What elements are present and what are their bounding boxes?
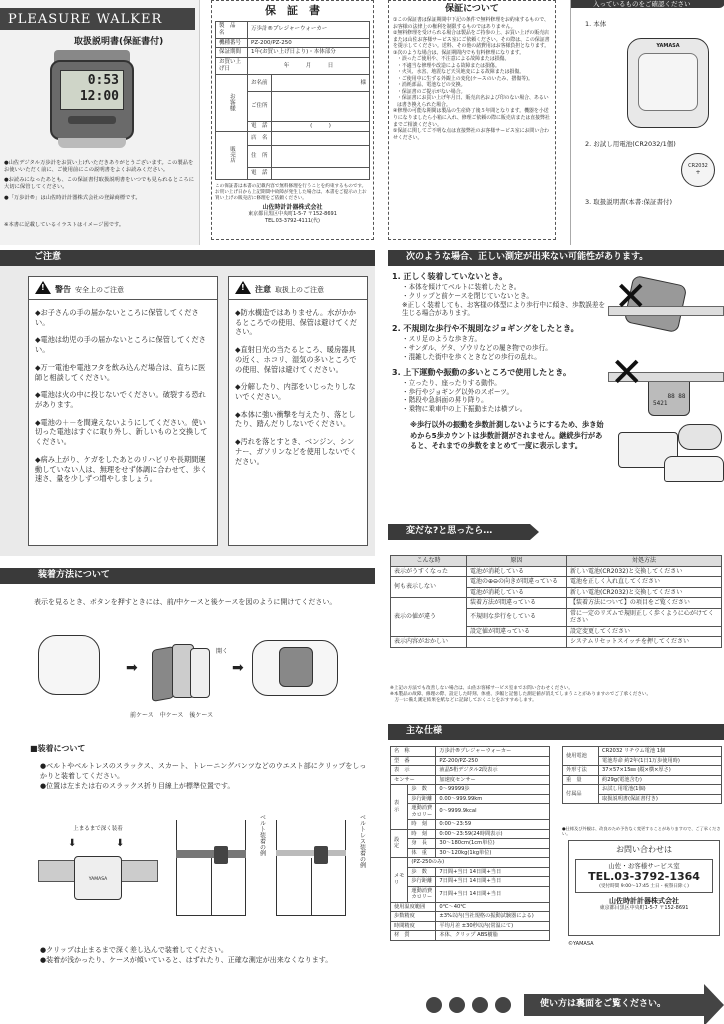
warranty-value: 1年(お買い上げ日より)・本体部分 <box>248 48 370 58</box>
warning-subtitle: 安全上のご注意 <box>75 286 124 294</box>
cover-note-2: ●お読みになったあとも、この保証書付取扱説明書をいつでも見られるところに大切に保管してください。 <box>4 177 195 191</box>
spec-label: メモリ <box>391 858 408 903</box>
customer-name-field[interactable] <box>272 75 370 92</box>
warning-item: ◆電池の＋－を間違えないようにしてください。使い切った電池はすぐに取り外し、新しいものと交換してください。 <box>35 417 208 447</box>
clip-diagram <box>38 826 158 908</box>
trouble-fix: 電池を正しく入れ直してください <box>567 577 722 588</box>
cautions-header <box>0 250 375 266</box>
caution-title: 注意 <box>255 285 271 294</box>
mounting-title: 装着方法について <box>38 570 110 580</box>
spec-value: 7日間+当日 14日間+当日 <box>436 877 550 887</box>
incorrect-item: ・クリップと前ケースを閉じていないとき。 <box>402 291 534 300</box>
trouble-fix: 設定変更してください <box>567 626 722 637</box>
warning-item: ◆万一電池や電池フタを飲み込んだ場合は、直ちに医師と相談してください。 <box>35 362 206 382</box>
mounting-item: ●位置は左または右のスラックス折り目線上が標準位置です。 <box>40 781 235 790</box>
incorrect-group-title: 1. 正しく装着していないとき。 <box>392 272 508 281</box>
customer-field-label: 電 話 <box>248 122 272 132</box>
spec-label: 歩数精度 <box>391 912 436 922</box>
terms-item: ①この保証書は保証期間中下記の条件で無料修理をお約束するもので、お客様の法律上の権利を制限するものではありません。 <box>393 17 549 30</box>
spec-sub: 時 刻 <box>408 820 436 830</box>
customer-field-label: お名前 <box>248 75 272 92</box>
spec-label: 型 番 <box>391 756 436 766</box>
warranty-label: お買い上げ日 <box>216 58 248 75</box>
incorrect-item: ・サンダル、ゲタ、ゾウリなどの履き物での歩行。 <box>402 344 552 353</box>
spec-value: 0〜9999.9kcal <box>436 804 550 820</box>
terms-item: ・不適当な修理や改造による故障または損傷。 <box>397 62 500 69</box>
caution-title-row <box>229 277 367 300</box>
spec-label: 時間精度 <box>391 921 436 931</box>
warranty-company: 山佐時計計器株式会社 <box>262 203 323 211</box>
warranty-terms-title: 保証について <box>445 4 499 14</box>
device-illustration <box>627 38 709 128</box>
decoration-dot-icon <box>472 997 488 1013</box>
spec-sub: 歩行距離 <box>408 794 436 804</box>
trouble-cause: 設定値が間違っている <box>467 626 567 637</box>
warranty-footnote: この保証書は本書の記載内容で無料修理を行うことを約束するものです。お買い上げ日から上記期間中故障が発生した場合は、本書をご提示の上お買い上げの販売店に修理をご依頼ください。 <box>215 184 367 201</box>
warranty-label: 保証期間 <box>216 48 248 58</box>
open-step-3-illustration <box>252 640 338 696</box>
customer-phone-field[interactable] <box>272 122 370 132</box>
trouble-fix: 新しい電池(CR2032)と交換してください <box>567 566 722 577</box>
caution-item: ◆分解したり、内部をいじったりしないでください。 <box>235 382 356 402</box>
specs-table-left <box>390 746 550 941</box>
trouble-symptom: 表示がうすくなった <box>391 566 467 577</box>
customer-field-label: ご住所 <box>248 92 272 122</box>
store-field-label: 店 名 <box>248 132 272 146</box>
contents-item-2: 2. お試し用電池(CR2032/1個) <box>585 140 676 148</box>
beltless-label: ベルトレス装着の例 <box>358 814 366 868</box>
cautions-title: ご注意 <box>34 252 62 262</box>
store-address-field[interactable] <box>272 146 370 168</box>
table-row <box>391 598 722 609</box>
trouble-fix: 【装着方法について】の項目をご覧ください <box>567 598 722 609</box>
terms-item: ④修理の可能な期間は製品の生産終了後５年間となります。機器を小送りになりましたら小箱に入れ、修理ご依頼の際に販売店または直接弊社までご相談ください。 <box>393 108 550 128</box>
incorrect-group-title: 2. 不規則な歩行や不規則なジョギングをしたとき。 <box>392 324 579 334</box>
spec-label: 設 定 <box>391 829 408 858</box>
warranty-terms <box>388 0 556 240</box>
terms-item: ②無料修理を受けられる場合は製品をご持参の上、お買い上げの販売店または山佐お客様サービス室にご依頼ください。その際は、この保証書を提示してください。送料、その他の諸費用はお客様負担となります。 <box>393 30 550 50</box>
customer-group-label <box>216 75 248 132</box>
contents-title-bar <box>571 0 724 8</box>
incorrect-item: ・混雑した街中を歩くときなどの歩行の乱れ。 <box>402 352 541 361</box>
cover-subtitle: 取扱説明書(保証書付) <box>74 37 164 47</box>
spec-sub: 運動消費カロリー <box>408 804 436 820</box>
pedometer-image <box>50 50 134 148</box>
spec-value: 0:00〜23:59 <box>436 820 550 830</box>
terms-item: ・火災、水害、地震など天災地変による故障または損傷。 <box>397 69 525 76</box>
spec-value: 0:00〜23:59(24時間表示) <box>436 829 550 839</box>
incorrect-title: 次のような場合、正しい測定が出来ない可能性があります。 <box>406 252 649 262</box>
contents-title: 入っているものをご確認ください <box>593 0 691 8</box>
brand-name: PLEASURE WALKER <box>8 12 163 27</box>
cross-mark-icon: ✕ <box>614 274 648 320</box>
spec-value: 7日間+当日 14日間+当日 <box>436 867 550 877</box>
specs-header <box>388 724 724 740</box>
cross-mark-icon: ✕ <box>610 350 644 396</box>
belt-label: ベルト装着の例 <box>258 814 266 856</box>
caution-item: ◆本体に強い衝撃を与えたり、落としたり、踏んだりしないでください。 <box>235 409 356 429</box>
contact-phone: TEL.03-3792-1364 <box>588 870 700 884</box>
spec-sub: 歩 数 <box>408 785 436 795</box>
incorrect-item: ・立ったり、座ったりする動作。 <box>402 378 501 387</box>
contents-item-1: 1. 本体 <box>585 20 607 28</box>
device-screen <box>60 70 124 110</box>
caution-icon <box>235 281 251 294</box>
open-step-2-illustration <box>152 640 210 702</box>
mounting-items <box>40 762 370 791</box>
warning-item: ◆お子さんの手の届かないところに保管してください。 <box>35 308 199 327</box>
trouble-cause: 不規則な歩行をしている <box>467 608 567 626</box>
belt-example-illustration <box>170 820 252 916</box>
trouble-cause <box>467 637 567 648</box>
trouble-badge-text: 変だな?と思ったら… <box>406 526 493 536</box>
spec-sub: 身 長 <box>408 839 436 849</box>
warranty-title: 保 証 書 <box>265 4 320 17</box>
trouble-header: 原因 <box>467 556 567 567</box>
warranty-terms-list <box>393 17 551 141</box>
spec-label: 表 示 <box>391 785 408 830</box>
warning-item: ◆病み上がり、ケガをしたあとのリハビリや長期間運動していない人は、無理をせず体調に合わせて、歩く速さ、量を少しずつ増やしましょう。 <box>35 454 208 484</box>
contents-panel <box>570 0 724 245</box>
store-phone-field[interactable] <box>272 168 370 180</box>
warranty-tel: TEL.03-3792-4111(代) <box>265 217 320 224</box>
terms-item: ⑤保証に関してご不明な点は直接弊社のお客様サービス室にお問い合わせください。 <box>393 128 549 141</box>
spec-change-note: ●仕様及び外観は、改良のため予告なく変更することがありますので、ご了承ください。 <box>562 826 721 837</box>
decoration-dot-icon <box>449 997 465 1013</box>
footer-dots <box>426 997 518 1016</box>
contact-hours: (受付時間 9:00〜17:45 土日・祝祭日除く) <box>599 883 689 889</box>
contact-company: 山佐時計計器株式会社 <box>609 896 679 905</box>
caution-item: ◆汚れを落とすとき、ベンジン、シンナー、ガソリンなどを使用しないでください。 <box>235 437 357 466</box>
warning-icon <box>35 281 51 294</box>
clip-device-illustration <box>74 856 122 900</box>
incorrect-note: ※歩行以外の振動を歩数計測しないようにするため、歩き始めから5歩カウントは歩数計測がされません。継続歩行があると、それまでの歩数をまとめて一度に表示します。 <box>410 420 604 451</box>
trouble-header: こんな時 <box>391 556 467 567</box>
warranty-label: 機種番号 <box>216 38 248 48</box>
mounting-header <box>0 568 375 584</box>
next-page-banner <box>524 994 704 1016</box>
incorrect-item: ※正しく装着しても、お客様の体型により歩行中に傾き、歩数誤差を生じる場合があります。 <box>402 300 606 318</box>
customer-group-text: お客様 <box>228 92 236 111</box>
purchase-date-field[interactable]: 年 月 日 <box>248 58 370 75</box>
name-suffix: 様 <box>360 79 366 86</box>
warranty-card <box>211 0 374 240</box>
terms-item: ③次のような場合は、保証期間内でも有料修理になります。 <box>393 49 525 56</box>
incorrect-item: ・乗物に乗車中の上下振動または横ブレ。 <box>402 405 527 414</box>
beltless-example-illustration <box>270 820 352 916</box>
trouble-symptom: 表示内容がおかしい <box>391 637 467 648</box>
incorrect-content <box>392 272 607 452</box>
table-row <box>391 637 722 648</box>
spec-value: 30〜120kg(1kg単位) <box>436 848 550 858</box>
terms-item: ・ご使用中に生ずる外観上の変化(ケースのいたみ、摺傷等)。 <box>397 75 533 82</box>
mounting-subheading: ■装着について <box>30 744 86 753</box>
customer-address-field[interactable] <box>272 92 370 122</box>
mounting-bottom-item: ●クリップは止まるまで深く差し込んで装着してください。 <box>40 946 228 954</box>
contact-title: お問い合わせは <box>616 845 672 854</box>
case-labels: 前ケース 中ケース 後ケース <box>130 712 214 719</box>
arrow-right-icon: ➡ <box>126 660 138 676</box>
spec-sub: (PZ-250のみ) <box>408 858 550 868</box>
spec-value: 本体、クリップ ABS樹脂 <box>436 931 550 941</box>
footer-mark: ©YAMASA <box>568 941 594 947</box>
arrow-down-icon: ⬇ <box>68 838 77 849</box>
store-group-label <box>216 132 248 180</box>
terms-item: ・保証書のご提示がない場合。 <box>397 88 466 95</box>
spec-value: 加速度センサー <box>436 775 550 785</box>
spec-value: 30〜180cm(1cm単位) <box>436 839 550 849</box>
contact-box <box>568 840 720 936</box>
decoration-dot-icon <box>426 997 442 1013</box>
trouble-fix: システムリセットスイッチを押してください <box>567 637 722 648</box>
table-row <box>391 566 722 577</box>
spec-value: 0.00〜999.99km <box>436 794 550 804</box>
spec-label: センサー <box>391 775 436 785</box>
spec-sub: 運動消費カロリー <box>408 886 436 902</box>
incorrect-item: ・本体を傾けてベルトに装着したとき。 <box>402 282 521 291</box>
incorrect-header <box>388 250 724 266</box>
warning-title-row <box>29 277 217 300</box>
trouble-table <box>390 555 722 648</box>
next-page-text: 使い方は裏面をご覧ください。 <box>540 999 667 1009</box>
store-group-text: 販売店 <box>228 145 235 163</box>
spec-label: 表 示 <box>391 766 436 776</box>
warranty-address: 東京都目黒区中央町1-5-7 〒152-8691 <box>248 211 337 218</box>
cover-notes <box>4 160 196 202</box>
mounting-intro: 表示を見るとき、ボタンを押すときには、前/中ケースと後ケースを図のように開けてください。 <box>34 598 337 606</box>
incorrect-illustrations <box>608 272 724 502</box>
store-field-label: 住 所 <box>248 146 272 168</box>
spec-label: 外形寸法 <box>563 766 599 776</box>
trouble-cause: 電池の⊕⊖の向きが間違っている <box>467 577 567 588</box>
warning-item: ◆電池は火の中に投じないでください。破裂する恐れがあります。 <box>35 390 206 410</box>
spec-value: 0℃〜40℃ <box>436 902 550 912</box>
device-line-1: 0:53 <box>87 73 119 88</box>
spec-label: 付属品 <box>563 785 599 804</box>
trouble-cause: 装着方法が間違っている <box>467 598 567 609</box>
cover-panel <box>0 0 200 245</box>
spec-value: 37×57×15㎜ (縦×横×厚さ) <box>599 766 722 776</box>
incorrect-group <box>392 324 607 361</box>
open-label: 開く <box>216 648 229 655</box>
arrow-down-icon: ⬇ <box>116 838 125 849</box>
spec-value: 取扱説明書(保証書付き) <box>599 794 722 804</box>
spec-label: 名 称 <box>391 747 436 757</box>
mounting-bottom-items <box>40 946 370 966</box>
incorrect-item: ・階段や急斜面の昇り降り。 <box>402 396 488 405</box>
cautions-area <box>0 266 375 556</box>
spec-value: 7日間+当日 14日間+当日 <box>436 886 550 902</box>
incorrect-group-title: 3. 上下運動や振動の多いところで使用したとき。 <box>392 367 571 377</box>
incorrect-item: ・歩行やジョギング以外のスポーツ。 <box>402 387 514 396</box>
spec-value: お試し用電池(1個) <box>599 785 722 795</box>
spec-value: PZ-200/PZ-250 <box>436 756 550 766</box>
warning-box <box>28 276 218 546</box>
incorrect-group <box>392 272 607 318</box>
terms-item: ・誤ったご使用や、不注意による故障または損傷。 <box>397 56 510 63</box>
spec-value: 平均月差 ±30秒以内(常温にて) <box>436 921 550 931</box>
spec-sub: 体 重 <box>408 848 436 858</box>
clip-device-logo: YAMASA <box>88 877 108 882</box>
trouble-symptom: 表示の値が違う <box>391 598 467 637</box>
table-row <box>391 577 722 588</box>
caution-item: ◆直射日光の当たるところ、暖房器具の近く、ホコリ、湿気の多いところでの使用、保管は避けてください。 <box>235 345 357 374</box>
caution-item: ◆防水構造ではありません。水がかかるところでの使用、保管は避けてください。 <box>235 308 358 337</box>
store-field-label: 電 話 <box>248 168 272 180</box>
warranty-value: 万歩計®プレジャーウォーカー <box>248 21 370 38</box>
spec-value: 電池寿命 約2年(1日1万歩使用時) <box>599 756 722 766</box>
trouble-footnote: ※上記の方法でも改善しない場合は、山佐お客様サービス室までお問い合わせください。 <box>390 686 574 691</box>
warranty-value: PZ-200/PZ-250 <box>248 38 370 48</box>
decoration-dot-icon <box>495 997 511 1013</box>
warranty-table <box>215 21 370 180</box>
store-name-field[interactable] <box>272 132 370 146</box>
trouble-header: 対処方法 <box>567 556 722 567</box>
mounting-item: ●ベルトやベルトレスのスラックス、スカート、トレーニングパンツなどのウエスト部にクリップをしっかりと装着してください。 <box>40 762 367 780</box>
warning-title: 警告 <box>55 285 71 294</box>
warranty-label: 製 品 名 <box>216 21 248 38</box>
arrow-right-icon: ➡ <box>232 660 244 676</box>
battery-label: CR2032 <box>688 163 708 169</box>
spec-value: 液晶5桁デジタル2段表示 <box>436 766 550 776</box>
brand-banner <box>0 8 195 30</box>
trouble-symptom: 何も表示しない <box>391 577 467 598</box>
trouble-fix: 常に一定のリズムで規則正しく歩くように心がけてください <box>567 608 722 626</box>
phone-parens: ( ) <box>310 123 331 130</box>
spec-value: CR2032 リチウム電池 1個 <box>599 747 722 757</box>
spec-label: 材 質 <box>391 931 436 941</box>
contact-inner <box>575 859 713 893</box>
device-logo: YAMASA <box>656 43 680 49</box>
illustration-note: ※本書に記載しているイラストはイメージ図です。 <box>4 222 125 228</box>
trouble-cause: 電池が消耗している <box>467 566 567 577</box>
car-illustration <box>664 456 724 482</box>
motorcycle-illustration <box>678 424 722 450</box>
battery-illustration <box>681 153 715 187</box>
caution-box <box>228 276 368 546</box>
contact-dept: 山佐・お客様サービス室 <box>608 862 680 870</box>
spec-sub: 歩行距離 <box>408 877 436 887</box>
arrow-right-icon <box>704 984 724 1024</box>
trouble-footnote: ※本製品の故障、修理の際、設定した時刻、体重、歩幅と記憶した測定値が消えてしまうことがありますのでご了承ください。 <box>390 692 652 698</box>
incorrect-group <box>392 368 607 414</box>
contents-item-3: 3. 取扱説明書(本書:保証書付) <box>585 198 673 206</box>
trouble-footnotes <box>390 686 722 705</box>
spec-sub: 時 刻 <box>408 829 436 839</box>
clip-note: 上まるまで深く装着 <box>73 826 123 832</box>
spec-value: 万歩計®プレジャーウォーカー <box>436 747 550 757</box>
warning-item: ◆電池は幼児の手の届かないところに保管してください。 <box>35 335 206 355</box>
specs-table-right <box>562 746 722 804</box>
spec-sub: 歩 数 <box>408 867 436 877</box>
terms-item: ・保証書にお買い上げ年月日、販売店名および印のない場合、あるいは書き換えられた場合。 <box>397 95 549 108</box>
trouble-footnote: 万一に備え測定結果を紙などに記録しておくことをおすすめします。 <box>390 698 537 704</box>
spec-value: 0〜99999歩 <box>436 785 550 795</box>
spec-label: 使用電池 <box>563 747 599 766</box>
cover-note-3: ●「万歩計®」は山佐時計計器株式会社の登録商標です。 <box>4 194 141 201</box>
trouble-badge <box>388 524 530 540</box>
spec-label: 使用温度範囲 <box>391 902 436 912</box>
spec-value: 約29g(電池含む) <box>599 775 722 785</box>
mounting-bottom-item: ●装着が浅かったり、ケースが傾いていると、はずれたり、正確な測定が出来なくなります。 <box>40 955 333 964</box>
trouble-cause: 電池が消耗している <box>467 587 567 598</box>
caution-subtitle: 取扱上のご注意 <box>275 286 324 294</box>
specs-title: 主な仕様 <box>406 726 443 736</box>
device-readout: 88 88 5421 <box>653 392 686 407</box>
device-line-2: 12:00 <box>79 89 119 104</box>
plus-icon: + <box>695 169 701 177</box>
trouble-fix: 新しい電池(CR2032)と交換してください <box>567 587 722 598</box>
spec-value: ±3%以内(当社規格の振動試験器による) <box>436 912 550 922</box>
spec-label: 重 量 <box>563 775 599 785</box>
cover-note-1: ●山佐デジタル万歩計をお買い上げいただきありがとうございます。この製品をお使いいただく前に、ご使用前にこの説明書をよくお読みください。 <box>4 160 194 174</box>
incorrect-item: ・スリ足のような歩き方。 <box>402 335 482 344</box>
terms-item: ・消耗部品、電池などの交換。 <box>397 82 466 89</box>
open-step-1-illustration <box>38 635 100 695</box>
contact-address: 東京都目黒区中央町1-5-7 〒152-8691 <box>599 905 689 912</box>
device-buttons <box>68 116 116 124</box>
